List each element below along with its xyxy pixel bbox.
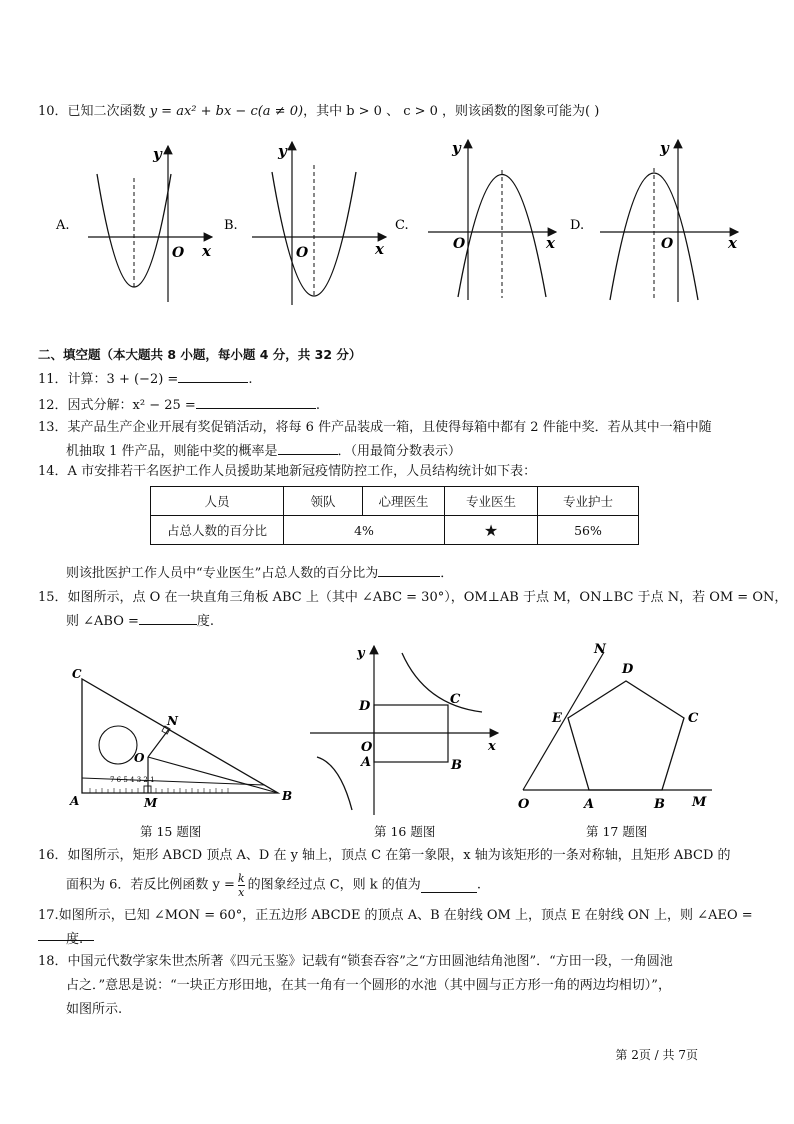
svg-text:7 6 5 4 3: 7 6 5 4 3 2 1 xyxy=(110,776,155,784)
q10-option-graphs xyxy=(0,130,794,310)
figure-15 xyxy=(69,667,292,810)
question-18-line3: 如图所示. xyxy=(66,1002,123,1017)
fraction-k-over-x: $\frac{k}{x}$ xyxy=(237,872,245,899)
option-b-label: B. xyxy=(224,218,238,233)
question-18: 18．中国元代数学家朱世杰所著《四元玉鉴》记载有“锁套吞容”之“方田圆池结角池图”．“方田一段，一角圆池 xyxy=(38,954,673,969)
table-header-cell: 心理医生 xyxy=(363,487,445,516)
svg-text:N: N xyxy=(167,714,178,728)
svg-text:B: B xyxy=(451,758,462,773)
svg-text:O: O xyxy=(518,797,530,812)
q13-answer-blank[interactable] xyxy=(278,440,338,455)
q14-table xyxy=(150,486,639,545)
option-c-graph xyxy=(428,139,556,300)
question-14-after: 则该批医护工作人员中“专业医生”占总人数的百分比为 ． xyxy=(66,562,453,584)
svg-text:x: x xyxy=(202,242,211,260)
svg-text:y: y xyxy=(278,142,287,160)
table-row-label: 占总人数的百分比 xyxy=(151,516,284,545)
question-17: 17.如图所示，已知 ∠MON = 60°，正五边形 ABCDE 的顶点 A、B 在射线 OM 上，顶点 E 在射线 ON 上，则 ∠AEO = xyxy=(38,906,794,948)
question-16-line2: 面积为 6．若反比例函数 y = $\frac{k}{x}$ 的图象经过点 C，则 k 的值为 . xyxy=(66,872,481,899)
figure-15-caption: 第 15 题图 xyxy=(140,824,202,839)
table-header-cell: 人员 xyxy=(151,487,284,516)
svg-text:x: x xyxy=(488,739,496,754)
svg-text:M: M xyxy=(144,796,158,810)
svg-text:D: D xyxy=(359,699,371,714)
svg-text:x: x xyxy=(546,234,555,252)
svg-text:A: A xyxy=(70,794,80,808)
question-17-line2: 度. xyxy=(66,932,84,947)
option-c-label: C. xyxy=(395,218,409,233)
svg-text:C: C xyxy=(72,667,82,681)
svg-text:x: x xyxy=(375,240,384,258)
svg-text:O: O xyxy=(134,751,145,765)
svg-text:B: B xyxy=(654,797,665,812)
svg-text:B: B xyxy=(282,789,293,803)
question-12: 12．因式分解：x² − 25 = . xyxy=(38,394,320,416)
question-13-line2: 机抽取 1 件产品，则能中奖的概率是 ．（用最简分数表示） xyxy=(66,440,461,462)
table-row xyxy=(151,516,639,545)
svg-text:A: A xyxy=(584,797,595,812)
question-10: 10．已知二次函数 y = ax² + bx − c(a ≠ 0)，其中 b > 0 、 c > 0 ，则该函数的图象可能为( ) xyxy=(38,104,600,119)
question-13: 13．某产品生产企业开展有奖促销活动，将每 6 件产品装成一箱，且使得每箱中都有 2 件能中奖．若从其中一箱中随 xyxy=(38,420,712,435)
svg-text:E: E xyxy=(552,711,562,726)
figure-16-caption: 第 16 题图 xyxy=(374,824,436,839)
q11-answer-blank[interactable] xyxy=(178,368,248,383)
question-15: 15．如图所示，点 O 在一块直角三角板 ABC 上（其中 ∠ABC = 30°），OM⊥AB 于点 M，ON⊥BC 于点 N，若 OM = ON， xyxy=(38,590,788,605)
svg-text:y: y xyxy=(452,139,461,157)
q12-answer-blank[interactable] xyxy=(196,394,316,409)
q14-answer-blank[interactable] xyxy=(378,562,440,577)
figure-17-caption: 第 17 题图 xyxy=(586,824,648,839)
svg-text:N: N xyxy=(594,642,606,657)
q16-answer-blank[interactable] xyxy=(421,878,477,893)
svg-text:O: O xyxy=(453,236,466,252)
option-d-label: D. xyxy=(570,218,585,233)
svg-text:O: O xyxy=(661,236,674,252)
svg-text:y: y xyxy=(153,145,162,163)
question-14: 14．A 市安排若干名医护工作人员援助某地新冠疫情防控工作，人员结构统计如下表： xyxy=(38,464,537,479)
table-cell-star: ★ xyxy=(445,516,538,545)
svg-text:y: y xyxy=(660,139,669,157)
question-16: 16．如图所示，矩形 ABCD 顶点 A、D 在 y 轴上，顶点 C 在第一象限，x 轴为该矩形的一条对称轴，且矩形 ABCD 的 xyxy=(38,848,731,863)
figures-15-17 xyxy=(0,630,794,820)
question-15-line2: 则 ∠ABO = 度. xyxy=(66,610,214,632)
svg-text:O: O xyxy=(172,245,185,261)
svg-text:C: C xyxy=(450,692,461,707)
option-d-graph xyxy=(600,139,738,302)
svg-text:x: x xyxy=(728,234,737,252)
table-header-cell: 专业医生 xyxy=(445,487,538,516)
option-a-label: A. xyxy=(56,218,70,233)
figure-16 xyxy=(310,646,498,815)
svg-text:D: D xyxy=(622,662,634,677)
table-header-cell: 专业护士 xyxy=(538,487,639,516)
page-footer: 第 2页 / 共 7页 xyxy=(615,1048,698,1062)
svg-text:O: O xyxy=(296,245,309,261)
question-18-line2: 占之．”意思是说：“一块正方形田地，在其一角有一个圆形的水池（其中圆与正方形一角的两边均相切）”， xyxy=(66,978,671,993)
table-cell: 56% xyxy=(538,516,639,545)
section-2-title: 二、填空题（本大题共 8 小题，每小题 4 分，共 32 分） xyxy=(38,347,362,362)
q10-formula: y = ax² + bx − c(a ≠ 0) xyxy=(149,104,304,119)
svg-text:y: y xyxy=(357,646,365,661)
table-row xyxy=(151,487,639,516)
option-b-graph xyxy=(252,142,386,305)
svg-text:C: C xyxy=(688,711,699,726)
q15-answer-blank[interactable] xyxy=(139,610,197,625)
table-cell: 4% xyxy=(284,516,445,545)
figure-17 xyxy=(518,642,712,812)
svg-text:M: M xyxy=(692,795,707,810)
svg-text:O: O xyxy=(361,740,373,755)
option-a-graph xyxy=(88,145,212,302)
question-11: 11．计算：3 + (−2) = . xyxy=(38,368,252,390)
svg-text:A: A xyxy=(361,755,372,770)
table-header-cell: 领队 xyxy=(284,487,363,516)
